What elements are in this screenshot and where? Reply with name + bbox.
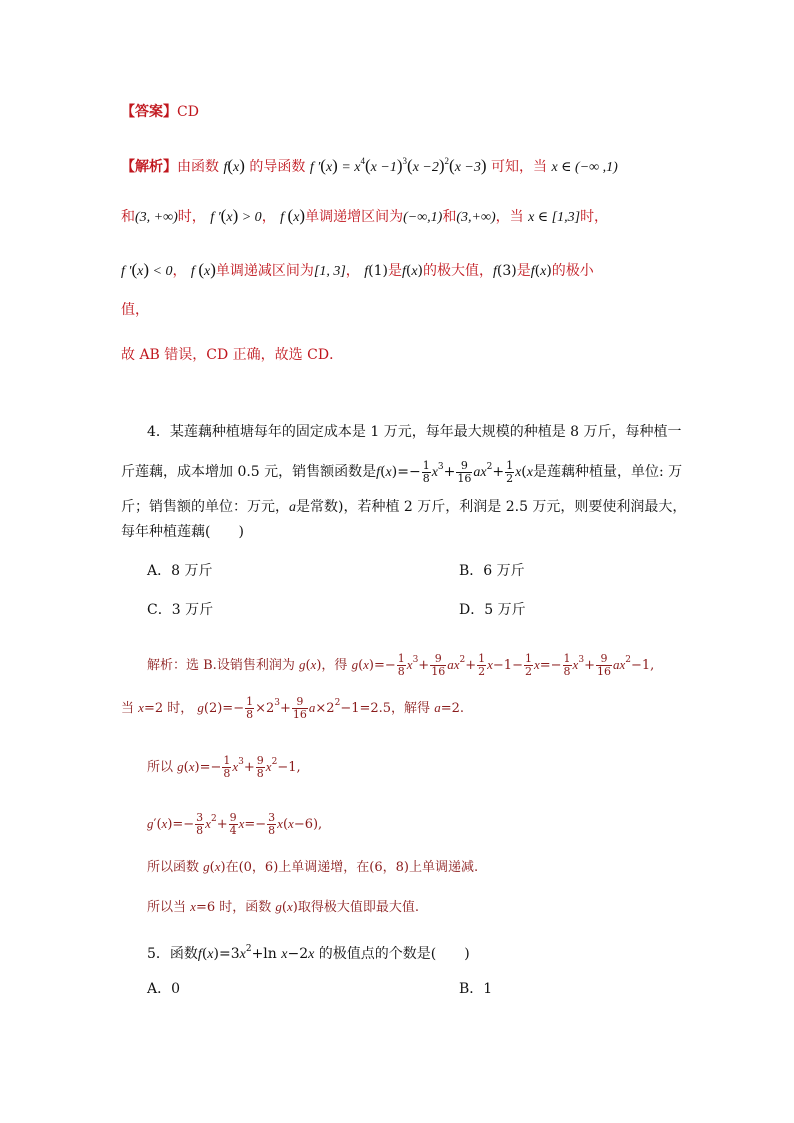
math-fx: f	[223, 160, 228, 175]
q4-solution-line-4: g′(x)=− $\frac{3}{8}$ $x^2+$ $\frac{9}{4}$ x=− $\frac{3}{8}$ x(x−6),	[147, 811, 323, 837]
q4-solution-line-6: 所以当 x=6 时，函数 g(x)取得极大值即最大值.	[147, 899, 419, 915]
q4-option-c[interactable]: C．3 万斤	[147, 602, 214, 618]
q4-line-2: 斤莲藕，成本增加 0.5 元，销售额函数是f(x)=− $\frac{1}{8}$ $x^3+$ $\frac{9}{16}$ $ax^2+$ $\frac{1}{2}$ x(x是莲藕种植量，单位: 万	[121, 458, 683, 485]
answer-tag: 【答案】	[121, 104, 177, 120]
analysis-line-2: 和(3, +∞)时， f ′(x) > 0， f (x)单调递增区间为(−∞,1)和(3,+∞)，当 x ∈ [1,3]时，	[121, 206, 609, 225]
q5-option-b[interactable]: B．1	[459, 981, 493, 997]
math-interval-1: x ∈ (−∞ ,1)	[551, 160, 618, 175]
q4-solution-line-1: 解析：选 B.设销售利润为 g(x)，得 g(x)=− $\frac{1}{8}$ $x^3+$ $\frac{9}{16}$ $ax^2+$ $\frac{1}{2}$ x−1− $\frac{1}{2}$ x=− $\frac{1}{8}$ $x^3+$ $\frac{9}{16}$ $ax^2-1$,	[147, 652, 655, 678]
q4-solution-line-5: 所以函数 g(x)在(0，6)上单调递增，在(6，8)上单调递减.	[147, 859, 479, 875]
answer-line	[121, 102, 199, 122]
q4-solution-line-2: 当 x=2 时， g(2)=− $\frac{1}{8}$ $\times 2^3+$ $\frac{9}{16}$ $a\times 2^2-1=2.5$，解得 a=2.	[121, 695, 464, 721]
analysis-line-3: f ′(x) < 0， f (x)单调递减区间为[1, 3]， f(1)是f(x)的极大值，f(3)是f(x)的极小	[121, 260, 594, 279]
q4-option-d[interactable]: D．5 万斤	[459, 602, 526, 618]
analysis-line-1: 【解析】由函数 f(x) 的导函数 f $'(x) = x^4(x -1)^3(x -2)^2(x -3)$ 可知，当 x ∈ (−∞ ,1)	[121, 156, 618, 175]
q4-solution-line-3: 所以 g(x)=− $\frac{1}{8}$ $x^3+$ $\frac{9}{8}$ $x^2-1$,	[147, 754, 301, 780]
analysis-line-4: 值，	[121, 302, 149, 318]
q4-line-3: 斤；销售额的单位：万元，a是常数)，若种植 2 万斤，利润是 2.5 万元，则要使利润最大，	[121, 499, 687, 515]
q4-option-b[interactable]: B．6 万斤	[459, 563, 525, 579]
q5-option-a[interactable]: A．0	[147, 981, 181, 997]
analysis-line-5: 故 AB 错误，CD 正确，故选 CD．	[121, 347, 344, 363]
q4-option-a[interactable]: A．8 万斤	[147, 563, 213, 579]
q5-stem: 5．函数$f(x)=3x^2+\ln$ x−2x 的极值点的个数是( )	[147, 944, 470, 962]
q4-line-4: 每年种植莲藕( )	[121, 524, 244, 540]
math-derivative: f $'(x) = x^4(x -1)^3(x -2)^2(x -3)$	[309, 156, 487, 175]
analysis-tag: 【解析】	[121, 159, 177, 175]
q4-line-1: 4．某莲藕种植塘每年的固定成本是 1 万元，每年最大规模的种植是 8 万斤，每种植一	[147, 424, 682, 440]
answer-value: CD	[177, 104, 199, 120]
